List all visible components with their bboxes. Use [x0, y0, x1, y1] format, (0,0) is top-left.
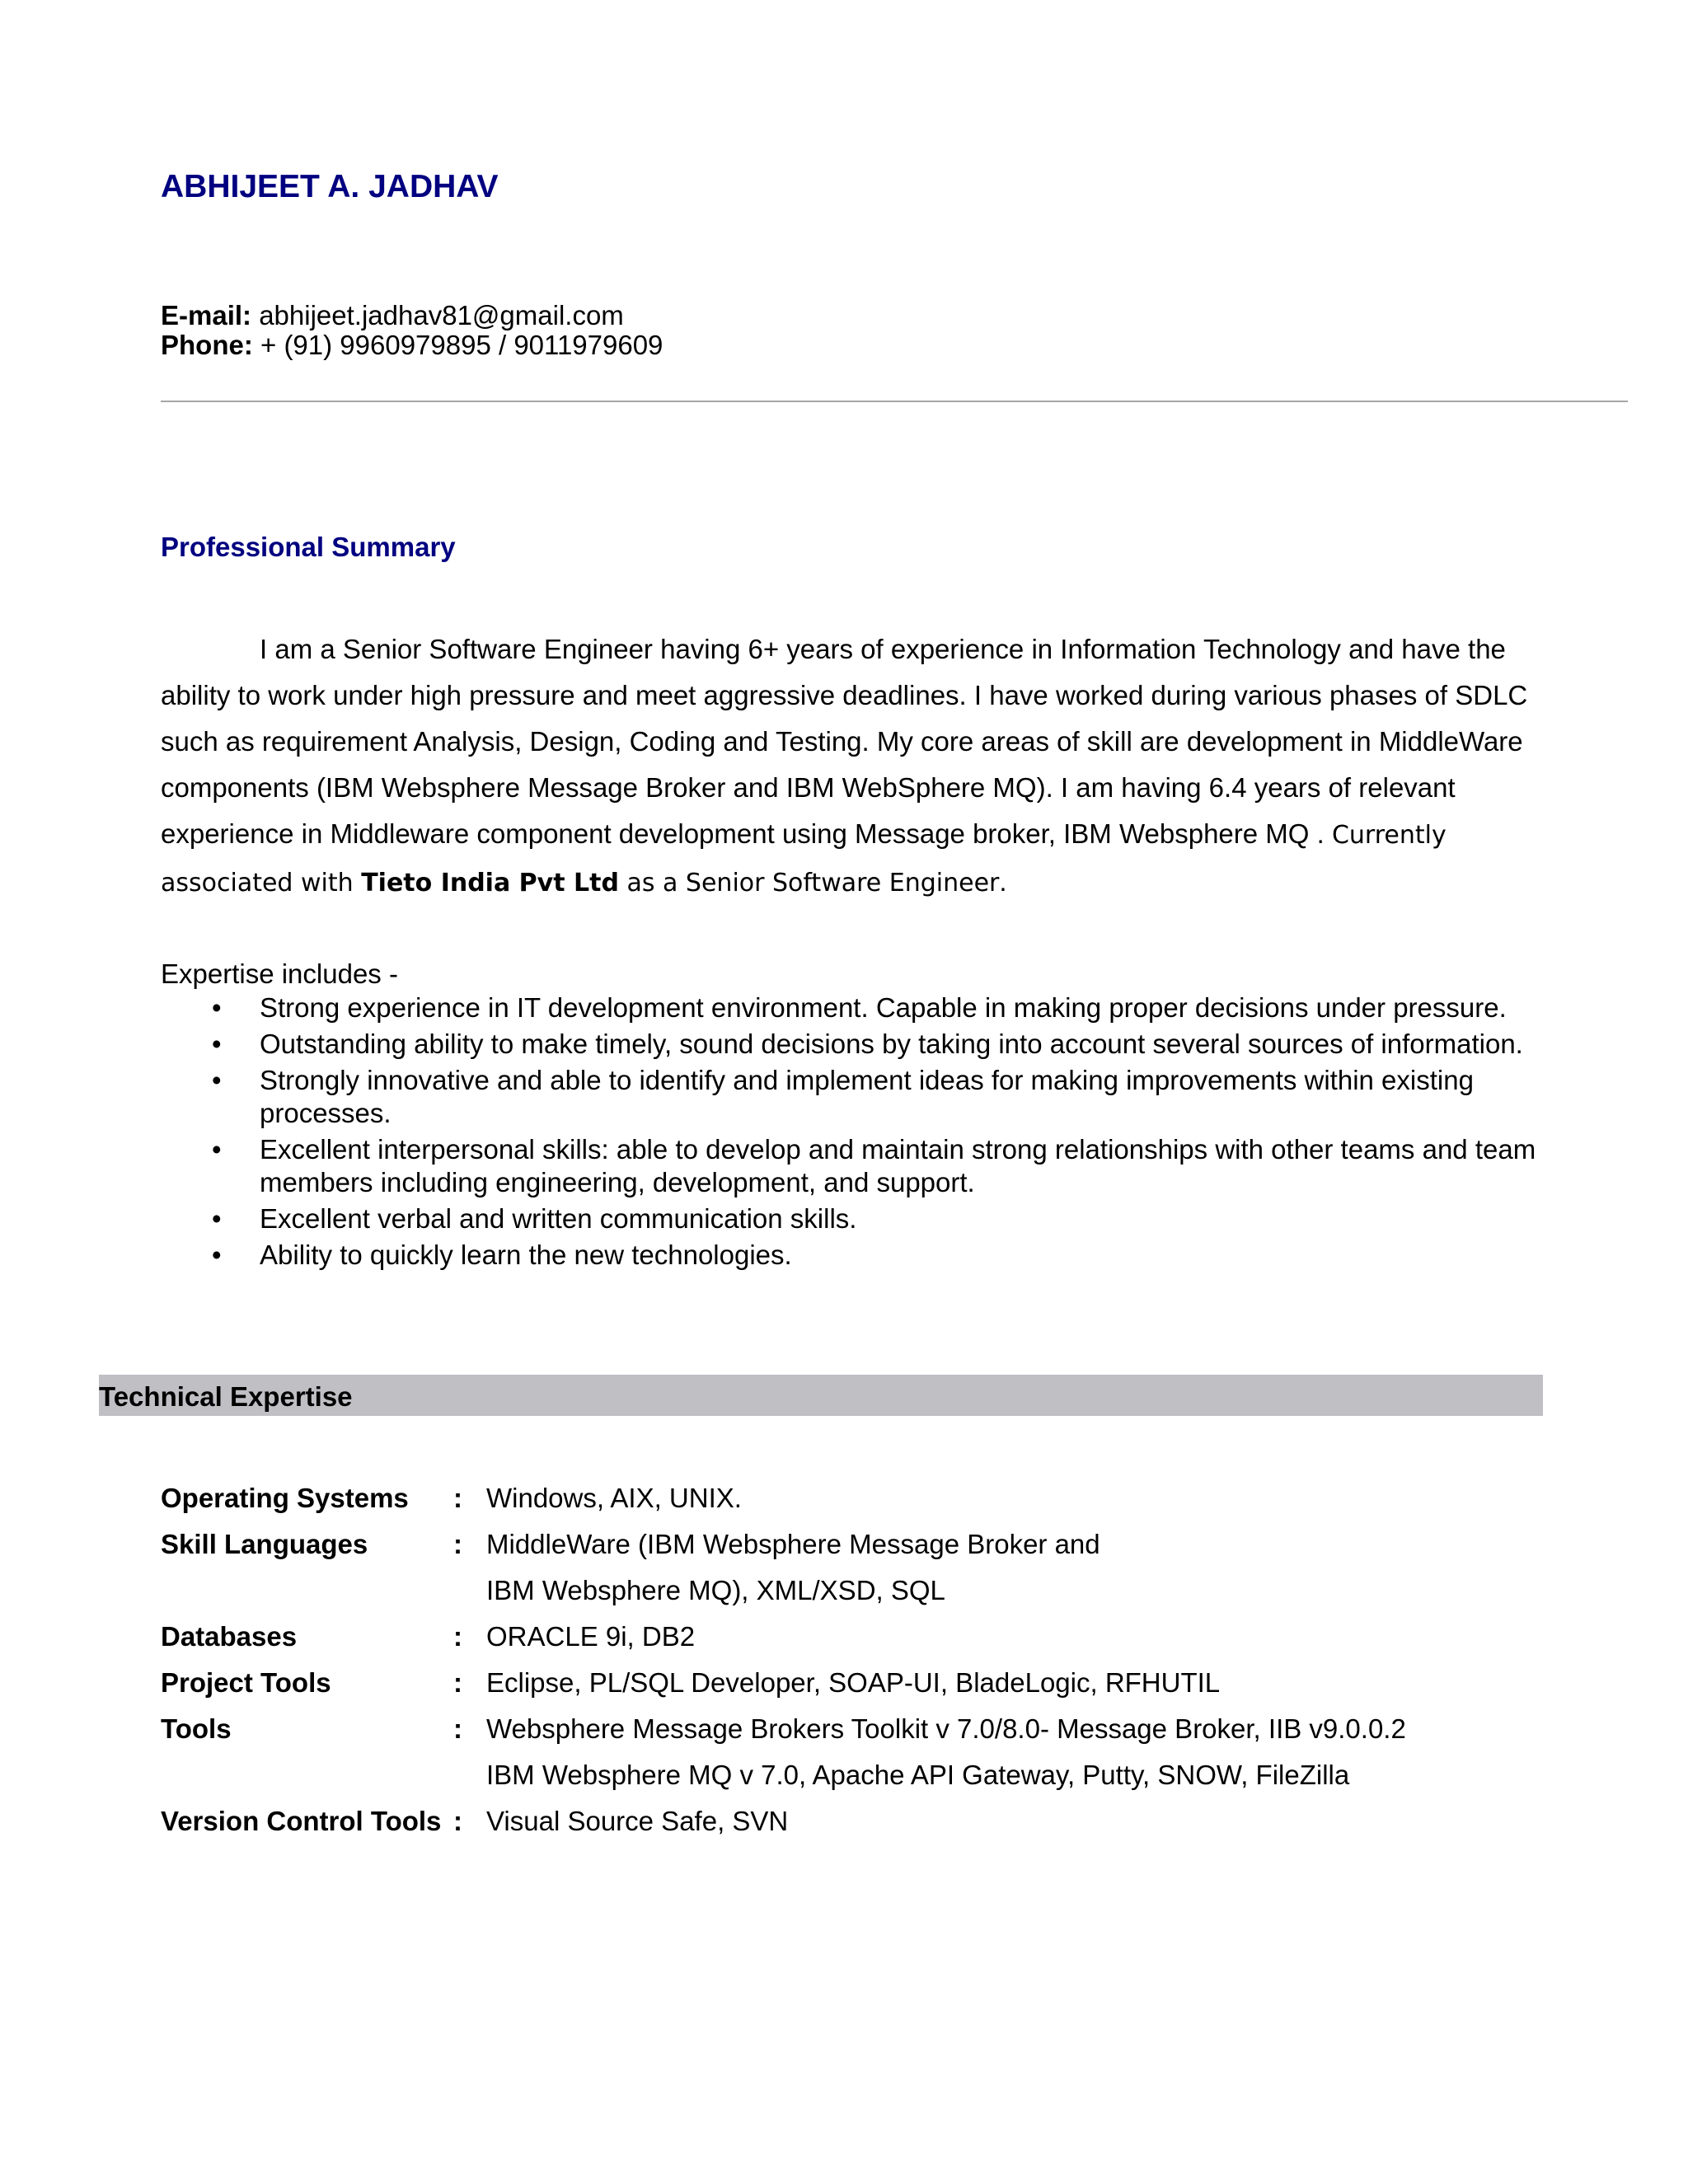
skill-value-line: IBM Websphere MQ), XML/XSD, SQL — [486, 1575, 945, 1605]
skill-value-line: Visual Source Safe, SVN — [486, 1806, 789, 1836]
skill-value-line: IBM Websphere MQ v 7.0, Apache API Gateway, Putty, SNOW, FileZilla — [486, 1760, 1350, 1790]
contact-block — [161, 301, 663, 360]
list-item — [161, 1202, 1562, 1235]
candidate-name: ABHIJEET A. JADHAV — [161, 169, 499, 204]
summary-end: . — [999, 866, 1007, 897]
skills-table — [161, 1475, 1603, 1844]
skill-label: Operating Systems — [161, 1483, 409, 1513]
skill-colon: : — [453, 1621, 462, 1652]
skill-value — [486, 1706, 1603, 1798]
skill-colon: : — [453, 1713, 462, 1744]
skill-value-line: Websphere Message Brokers Toolkit v 7.0/8.0- Message Broker, IIB v9.0.0.2 — [486, 1713, 1406, 1744]
skill-value-line: MiddleWare (IBM Websphere Message Broker and — [486, 1529, 1100, 1559]
skill-label: Project Tools — [161, 1667, 331, 1698]
skill-value — [486, 1614, 1603, 1660]
skill-colon: : — [453, 1529, 462, 1559]
bullet-text: Outstanding ability to make timely, sound decisions by taking into account several sources of information. — [260, 1029, 1523, 1059]
summary-paragraph — [161, 626, 1562, 907]
header-divider — [161, 401, 1628, 402]
skill-row-tools — [161, 1706, 1603, 1798]
technical-expertise-heading: Technical Expertise — [99, 1381, 353, 1412]
bullet-icon: • — [212, 1240, 222, 1270]
bullet-icon: • — [212, 1203, 222, 1234]
skill-value-line: Eclipse, PL/SQL Developer, SOAP-UI, BladeLogic, RFHUTIL — [486, 1667, 1221, 1698]
bullet-text: Excellent interpersonal skills: able to develop and maintain strong relationships with other teams and team members including engineering, development, and support. — [260, 1134, 1536, 1197]
technical-expertise-band — [99, 1375, 1543, 1416]
skill-value — [486, 1660, 1603, 1706]
skill-value-line: ORACLE 9i, DB2 — [486, 1621, 696, 1652]
list-item — [161, 1064, 1562, 1130]
bullet-icon: • — [212, 1029, 222, 1059]
skill-row-operating-systems — [161, 1475, 1603, 1521]
list-item — [161, 991, 1562, 1024]
bullet-icon: • — [212, 992, 222, 1023]
skill-label: Databases — [161, 1621, 298, 1652]
bullet-icon: • — [212, 1134, 222, 1165]
professional-summary-heading: Professional Summary — [161, 532, 456, 562]
list-item — [161, 1028, 1562, 1061]
skill-row-databases — [161, 1614, 1603, 1660]
bullet-icon: • — [212, 1065, 222, 1095]
skill-label: Tools — [161, 1713, 232, 1744]
skill-value — [486, 1521, 1603, 1614]
phone-line — [161, 330, 663, 360]
skill-row-skill-languages — [161, 1521, 1603, 1614]
summary-main-text: I am a Senior Software Engineer having 6+ years of experience in Information Technology and have the ability to work under high pressure and meet aggressive deadlines. I have worked during various phases of SDLC such as requirement Analysis, Design, Coding and Testing. My core areas of skill are development in MiddleWare components (IBM Websphere Message Broker and IBM WebSphere MQ). I am having 6.4 years of relevant experience in Middleware component development using Message broker, IBM Websphere MQ . — [161, 634, 1528, 849]
expertise-list — [161, 991, 1562, 1275]
skill-label: Skill Languages — [161, 1529, 368, 1559]
bullet-text: Excellent verbal and written communication skills. — [260, 1203, 857, 1234]
skill-value — [486, 1475, 1603, 1521]
email-value: abhijeet.jadhav81@gmail.com — [259, 300, 624, 330]
company-name: Tieto India Pvt Ltd — [361, 869, 619, 898]
skill-label: Version Control Tools — [161, 1806, 442, 1836]
skill-value-line: Windows, AIX, UNIX. — [486, 1483, 742, 1513]
summary-currently-text: Currently associated with — [161, 821, 1447, 898]
phone-label: Phone: — [161, 330, 253, 360]
bullet-text: Strongly innovative and able to identify and implement ideas for making improvements within existing processes. — [260, 1065, 1474, 1128]
skill-colon: : — [453, 1483, 462, 1513]
expertise-intro: Expertise includes - — [161, 958, 398, 989]
bullet-text: Ability to quickly learn the new technologies. — [260, 1240, 792, 1270]
skill-colon: : — [453, 1667, 462, 1698]
bullet-text: Strong experience in IT development environment. Capable in making proper decisions under pressure. — [260, 992, 1507, 1023]
skill-value — [486, 1798, 1603, 1844]
email-label: E-mail: — [161, 300, 252, 330]
list-item — [161, 1133, 1562, 1199]
email-line — [161, 301, 663, 330]
list-item — [161, 1239, 1562, 1272]
phone-value: + (91) 9960979895 / 9011979609 — [260, 330, 663, 360]
skill-row-version-control-tools — [161, 1798, 1603, 1844]
summary-role-text: as a Senior Software Engineer — [618, 869, 1000, 898]
skill-colon: : — [453, 1806, 462, 1836]
skill-row-project-tools — [161, 1660, 1603, 1706]
